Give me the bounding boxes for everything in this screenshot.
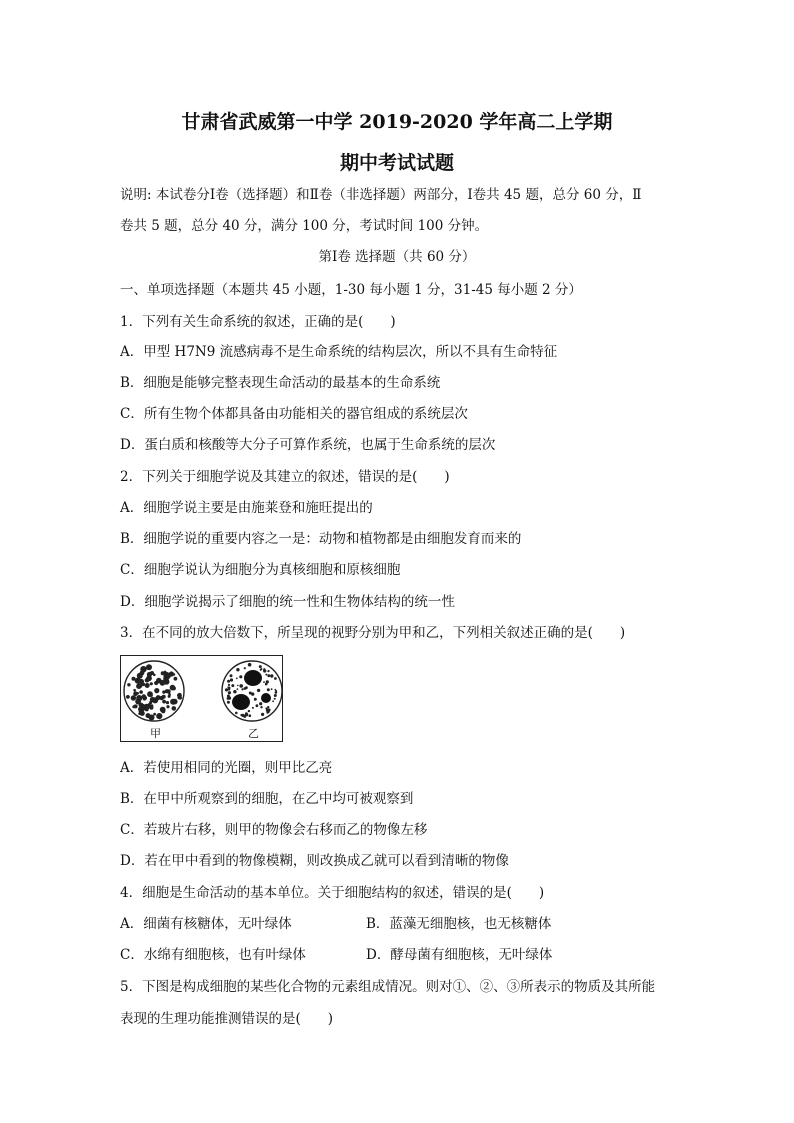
- q3-option-b: B．在甲中所观察到的细胞，在乙中均可被观察到: [120, 791, 414, 807]
- q5-stem-line2: 表现的生理功能推测错误的是( ): [120, 1011, 334, 1027]
- q2-option-a: A．细胞学说主要是由施莱登和施旺提出的: [120, 500, 373, 516]
- exam-title-line1: 甘肃省武威第一中学 2019-2020 学年高二上学期: [181, 111, 613, 133]
- q1-option-d: D．蛋白质和核酸等大分子可算作系统，也属于生命系统的层次: [120, 437, 496, 453]
- q3-stem: 3．在不同的放大倍数下，所呈现的视野分别为甲和乙，下列相关叙述正确的是( ): [120, 625, 626, 641]
- instructions-line1: 说明: 本试卷分Ⅰ卷（选择题）和Ⅱ卷（非选择题）两部分，Ⅰ卷共 45 题，总分 60 分，Ⅱ: [120, 187, 642, 203]
- q1-option-b: B．细胞是能够完整表现生命活动的最基本的生命系统: [120, 375, 441, 391]
- q4-option-d: D．酵母菌有细胞核，无叶绿体: [366, 947, 553, 963]
- figure-label-jia: 甲: [150, 727, 161, 740]
- q1-stem: 1．下列有关生命系统的叙述，正确的是( ): [120, 314, 396, 330]
- instructions-line2: 卷共 5 题，总分 40 分，满分 100 分，考试时间 100 分钟。: [120, 218, 489, 234]
- q3-option-c: C．若玻片右移，则甲的物像会右移而乙的物像左移: [120, 822, 428, 838]
- q4-option-a: A．细菌有核糖体，无叶绿体: [120, 916, 292, 932]
- q4-stem: 4．细胞是生命活动的基本单位。关于细胞结构的叙述，错误的是( ): [120, 885, 545, 901]
- q1-option-c: C．所有生物个体都具备由功能相关的器官组成的系统层次: [120, 406, 468, 422]
- section-heading: 第Ⅰ卷 选择题（共 60 分）: [318, 249, 476, 265]
- microscope-field-figure: [120, 655, 283, 742]
- q2-option-c: C．细胞学说认为细胞分为真核细胞和原核细胞: [120, 562, 401, 578]
- q4-option-c: C．水绵有细胞核，也有叶绿体: [120, 947, 306, 963]
- q1-option-a: A．甲型 H7N9 流感病毒不是生命系统的结构层次，所以不具有生命特征: [120, 344, 558, 360]
- section-subheading: 一、单项选择题（本题共 45 小题，1-30 每小题 1 分，31-45 每小题 2 分）: [120, 282, 582, 298]
- q2-option-d: D．细胞学说揭示了细胞的统一性和生物体结构的统一性: [120, 594, 455, 610]
- figure-label-yi: 乙: [248, 727, 259, 740]
- microscope-fields-drawing: [121, 656, 284, 743]
- q5-stem-line1: 5．下图是构成细胞的某些化合物的元素组成情况。则对①、②、③所表示的物质及其所能: [120, 979, 656, 995]
- q2-stem: 2．下列关于细胞学说及其建立的叙述，错误的是( ): [120, 469, 450, 485]
- field-jia-circle: [124, 661, 184, 721]
- exam-title-line2: 期中考试试题: [339, 152, 454, 174]
- q3-option-d: D．若在甲中看到的物像模糊，则改换成乙就可以看到清晰的物像: [120, 853, 509, 869]
- field-yi-circle: [222, 661, 282, 721]
- q3-option-a: A．若使用相同的光圈，则甲比乙亮: [120, 760, 333, 776]
- q2-option-b: B．细胞学说的重要内容之一是：动物和植物都是由细胞发育而来的: [120, 531, 522, 547]
- q4-option-b: B．蓝藻无细胞核，也无核糖体: [366, 916, 552, 932]
